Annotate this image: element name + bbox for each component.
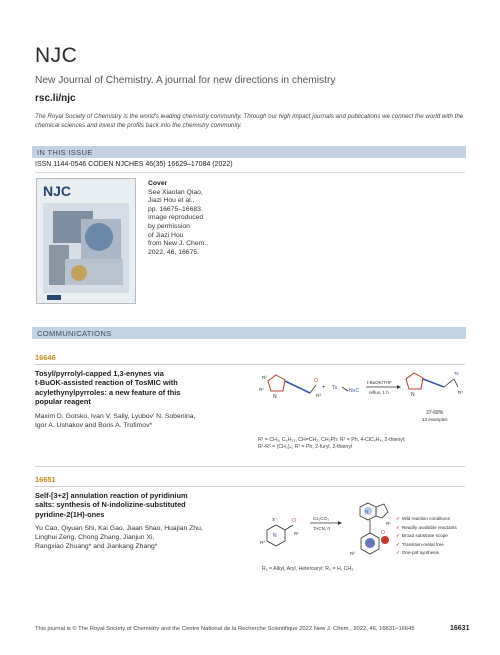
feature-list-item: ✓ One-pot synthesis	[396, 550, 439, 555]
svg-text:R²: R²	[350, 551, 355, 556]
cover-caption-line: from New J. Chem.,	[148, 240, 209, 248]
divider	[35, 364, 465, 365]
svg-text:O: O	[381, 530, 385, 536]
svg-text:R¹: R¹	[294, 531, 299, 536]
checkmark-icon: ✓	[396, 550, 400, 555]
scheme-footnote: R₁ = Alkyl, Aryl, Heteroaryl; R₂ = H, CH₃	[262, 566, 354, 572]
svg-text:13 examples: 13 examples	[422, 417, 448, 422]
svg-text:Cs₂CO₃: Cs₂CO₃	[313, 516, 329, 521]
journal-url-link[interactable]: rsc.li/njc	[35, 93, 76, 104]
scheme-footnote	[258, 437, 468, 451]
cover-caption-line: of Jiazi Hou	[148, 231, 184, 239]
product-alkyne-bond	[423, 379, 444, 387]
svg-text:Ts: Ts	[454, 371, 459, 376]
cover-caption	[148, 180, 258, 257]
cover-caption-line: 2022, 46, 16675.	[148, 248, 200, 256]
svg-text:R¹: R¹	[259, 387, 264, 392]
svg-text:R²: R²	[262, 375, 267, 380]
feature-list-item: ✓ Readily available reactants	[396, 524, 457, 530]
svg-text:N: N	[411, 392, 415, 398]
in-this-issue-bar	[32, 146, 466, 158]
journal-blurb: The Royal Society of Chemistry is the world's leading chemistry community. Through our high impact journals and publications we connect the world with the chemical sciences and invest the profits back into the chemistry community.	[35, 113, 464, 129]
journal-tagline: New Journal of Chemistry. A journal for new directions in chemistry	[35, 75, 336, 86]
article-authors	[35, 524, 235, 551]
article-authors-line: Yu Cao, Qiyuan Shi, Kai Gao, Jiaan Shao, Huajian Zhu,	[35, 525, 203, 532]
article-title-line: pyridine-2(1H)-ones	[35, 509, 105, 519]
svg-text:X⁻: X⁻	[272, 517, 278, 522]
checkmark-icon: ✓	[396, 516, 400, 521]
scheme-footnote-line: R¹-R² = (CH₂)₄; R³ = Ph, 2-furyl, 2-thienyl	[258, 444, 353, 450]
article-title-line: t-BuOK-assisted reaction of TosMIC with	[35, 378, 178, 388]
divider	[35, 466, 465, 467]
article-page-number: 16651	[35, 475, 56, 484]
scheme-footnote-line: R¹ = CH₃, C₆H₁₃, CH=CH₂, CH₂Ph; R² = Ph, 4-ClC₆H₄, 2-thienyl;	[258, 437, 406, 443]
article-title-line: Self-[3+2] annulation reaction of pyridinium	[35, 491, 188, 500]
svg-text:reflux, 1 h: reflux, 1 h	[369, 390, 389, 395]
pyrrole-ring-icon	[268, 375, 285, 391]
article-title-line: salts: synthesis of N-indolizine-substituted	[35, 500, 186, 510]
svg-text:R²: R²	[260, 540, 265, 545]
article-authors-line: Maxim D. Gotsko, Ivan V. Saliy, Lyubov' N. Sobenina,	[35, 413, 196, 420]
svg-text:R³: R³	[458, 390, 463, 395]
svg-text:O: O	[292, 518, 296, 524]
article-authors-line: Rangxiao Zhuang* and Jiankang Zhang*	[35, 543, 158, 550]
page-number: 16631	[450, 625, 470, 632]
cover-caption-line: pp. 16675–16683.	[148, 205, 203, 213]
divider	[35, 172, 465, 173]
svg-text:TACN, rt: TACN, rt	[313, 526, 331, 531]
cover-caption-line: Image reproduced	[148, 214, 204, 222]
reaction-scheme-graphic	[258, 367, 468, 447]
svg-text:N: N	[273, 394, 277, 400]
svg-text:R¹: R¹	[386, 521, 391, 526]
alkyne-bond	[285, 381, 310, 393]
svg-text:t-BuOK/THF: t-BuOK/THF	[367, 380, 392, 385]
article-title-line: Tosyl/pyrrolyl-capped 1,3-enynes via	[35, 369, 164, 378]
feature-list-item: ✓ Transition-metal free	[396, 541, 444, 547]
cover-caption-line: Jiazi Hou et al.,	[148, 197, 195, 205]
article-page-number: 16646	[35, 353, 56, 362]
cover-artwork-icon	[37, 179, 135, 303]
issn-line: ISSN 1144-0546 CODEN NJCHES 46(35) 16629–17084 (2022)	[35, 161, 233, 168]
svg-text:N≡C: N≡C	[349, 388, 360, 394]
divider	[35, 486, 465, 487]
communications-heading: COMMUNICATIONS	[37, 328, 112, 338]
article-authors-line: Linghui Zeng, Chong Zhang, Jianjun Xi,	[35, 534, 155, 541]
checkmark-icon: ✓	[396, 524, 400, 530]
journal-abbreviation: NJC	[35, 44, 78, 67]
svg-text:37-68%: 37-68%	[426, 410, 444, 416]
in-this-issue-heading: IN THIS ISSUE	[37, 147, 93, 157]
page-footer: This journal is © The Royal Society of Chemistry and the Centre National de la Recherche Scientifique 2022 New J. Chem., 2022, 46, 16631–16645	[35, 626, 415, 632]
svg-text:N: N	[365, 509, 369, 514]
svg-text:+: +	[322, 385, 326, 391]
cover-image	[36, 178, 136, 304]
svg-text:N: N	[273, 533, 277, 539]
checkmark-icon: ✓	[396, 541, 400, 547]
article-title-line: acylethynylpyrroles: a new feature of this	[35, 387, 181, 397]
svg-text:O: O	[314, 378, 318, 384]
article-title[interactable]	[35, 491, 230, 519]
cover-caption-line: See Xiaolan Qiao,	[148, 188, 203, 196]
svg-text:Ts: Ts	[332, 385, 337, 391]
feature-list-item: ✓ Broad substrate scope	[396, 533, 448, 538]
article-authors	[35, 412, 235, 430]
article-authors-line: Igor A. Ushakov and Boris A. Trofimov*	[35, 422, 153, 429]
cover-caption-title: Cover	[148, 180, 168, 187]
cover-logo-text: NJC	[43, 183, 72, 199]
product-pyrrole-ring-icon	[406, 373, 423, 389]
article-title[interactable]	[35, 369, 230, 407]
cover-caption-line: by permission	[148, 222, 190, 230]
feature-list-item: ✓ Mild reaction conditions	[396, 516, 450, 521]
checkmark-icon: ✓	[396, 533, 400, 538]
article-title-line: popular reagent	[35, 397, 91, 407]
feature-list	[396, 515, 476, 558]
communications-bar	[32, 327, 466, 339]
svg-text:R³: R³	[316, 393, 321, 398]
